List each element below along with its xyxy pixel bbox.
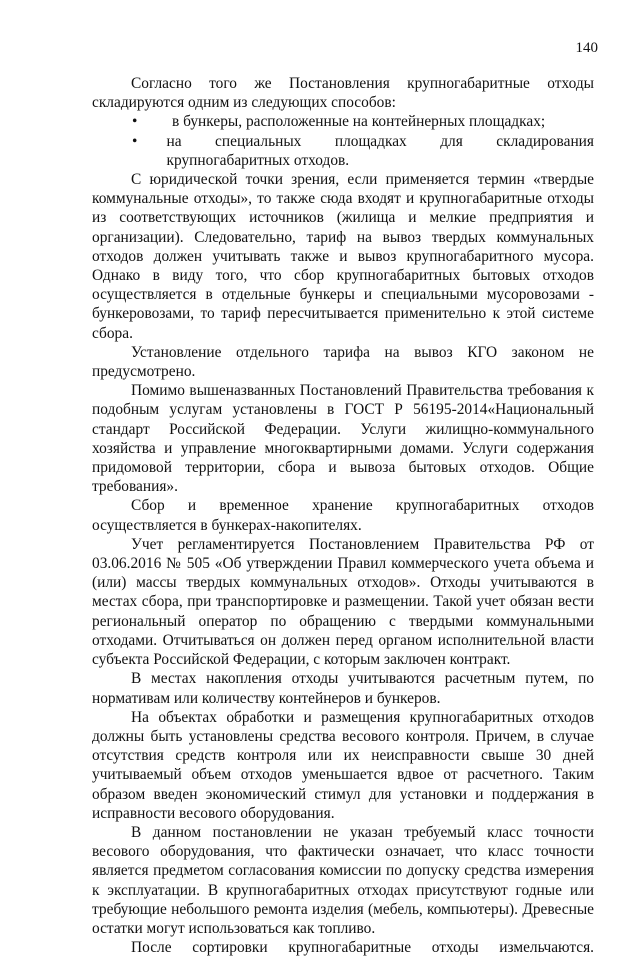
document-body [92, 74, 594, 957]
bullet-text-2: на специальных площадках для складирования крупногабаритных отходов. [166, 132, 594, 169]
paragraph-4: Помимо вышеназванных Постановлений Правительства требования к подобным услугам установлены в ГОСТ Р 56195-2014«Национальный стандарт Российской Федерации. Услуги жилищно-коммунального хозяйства и управление многоквартирными домами. Услуги содержания придомовой территории, сбора и вывоза бытовых отходов. Общие требования». [92, 382, 594, 496]
paragraph-1: Согласно того же Постановления крупногабаритные отходы складируются одним из следующих способов: [92, 75, 594, 112]
bullet-marker: • [132, 132, 138, 150]
paragraph-5: Сбор и временное хранение крупногабаритных отходов осуществляется в бункерах-накопителях. [92, 497, 594, 534]
paragraph-2: С юридической точки зрения, если применяется термин «твердые коммунальные отходы», то также сюда входят и крупногабаритные отходы из соответствующих источников (жилища и мелкие предприятия и организации). Следовательно, тариф на вывоз твердых коммунальных отходов должен учитывать также и вывоз крупногабаритного мусора. Однако в виду того, что сбор крупногабаритных бытовых отходов осуществляется в отдельные бункеры и специальными мусоровозами - бункеровозами, то тариф пересчитывается применительно к этой системе сбора. [92, 171, 594, 342]
bullet-item-1 [92, 112, 594, 131]
paragraph-9: В данном постановлении не указан требуемый класс точности весового оборудования, что фактически означает, что класс точности является предметом согласования комиссии по допуску средства измерения к эксплуатации. В крупногабаритных отходах присутствуют годные или требующие небольшого ремонта изделия (мебель, компьютеры). Древесные остатки могут использоваться как топливо. [92, 823, 594, 937]
paragraph-3: Установление отдельного тарифа на вывоз КГО законом не предусмотрено. [92, 343, 594, 381]
paragraph-7: В местах накопления отходы учитываются расчетным путем, по нормативам или количеству контейнеров и бункеров. [92, 670, 594, 707]
page-number: 140 [575, 40, 598, 56]
paragraph-10: После сортировки крупногабаритные отходы измельчаются. [131, 939, 594, 957]
bullet-marker: • [132, 113, 138, 131]
bullet-item-2 [92, 132, 594, 170]
paragraph-6: Учет регламентируется Постановлением Правительства РФ от 03.06.2016 № 505 «Об утверждении Правил коммерческого учета объема и (или) массы твердых коммунальных отходов». Отходы учитываются в местах сбора, при транспортировке и размещении. Такой учет обязан вести региональный оператор по обращению с твердыми коммунальными отходами. Отчитываться он должен перед органом исполнительной власти субъекта Российской Федерации, с которым заключен контракт. [92, 535, 594, 669]
paragraph-8: На объектах обработки и размещения крупногабаритных отходов должны быть установлены средства весового контроля. Причем, в случае отсутствия средств контроля или их неисправности свыше 30 дней учитываемый объем отходов уменьшается вдвое от расчетного. Таким образом введен экономический стимул для установки и поддержания в исправности весового оборудования. [92, 708, 594, 822]
bullet-text-1: в бункеры, расположенные на контейнерных площадках; [172, 113, 546, 131]
